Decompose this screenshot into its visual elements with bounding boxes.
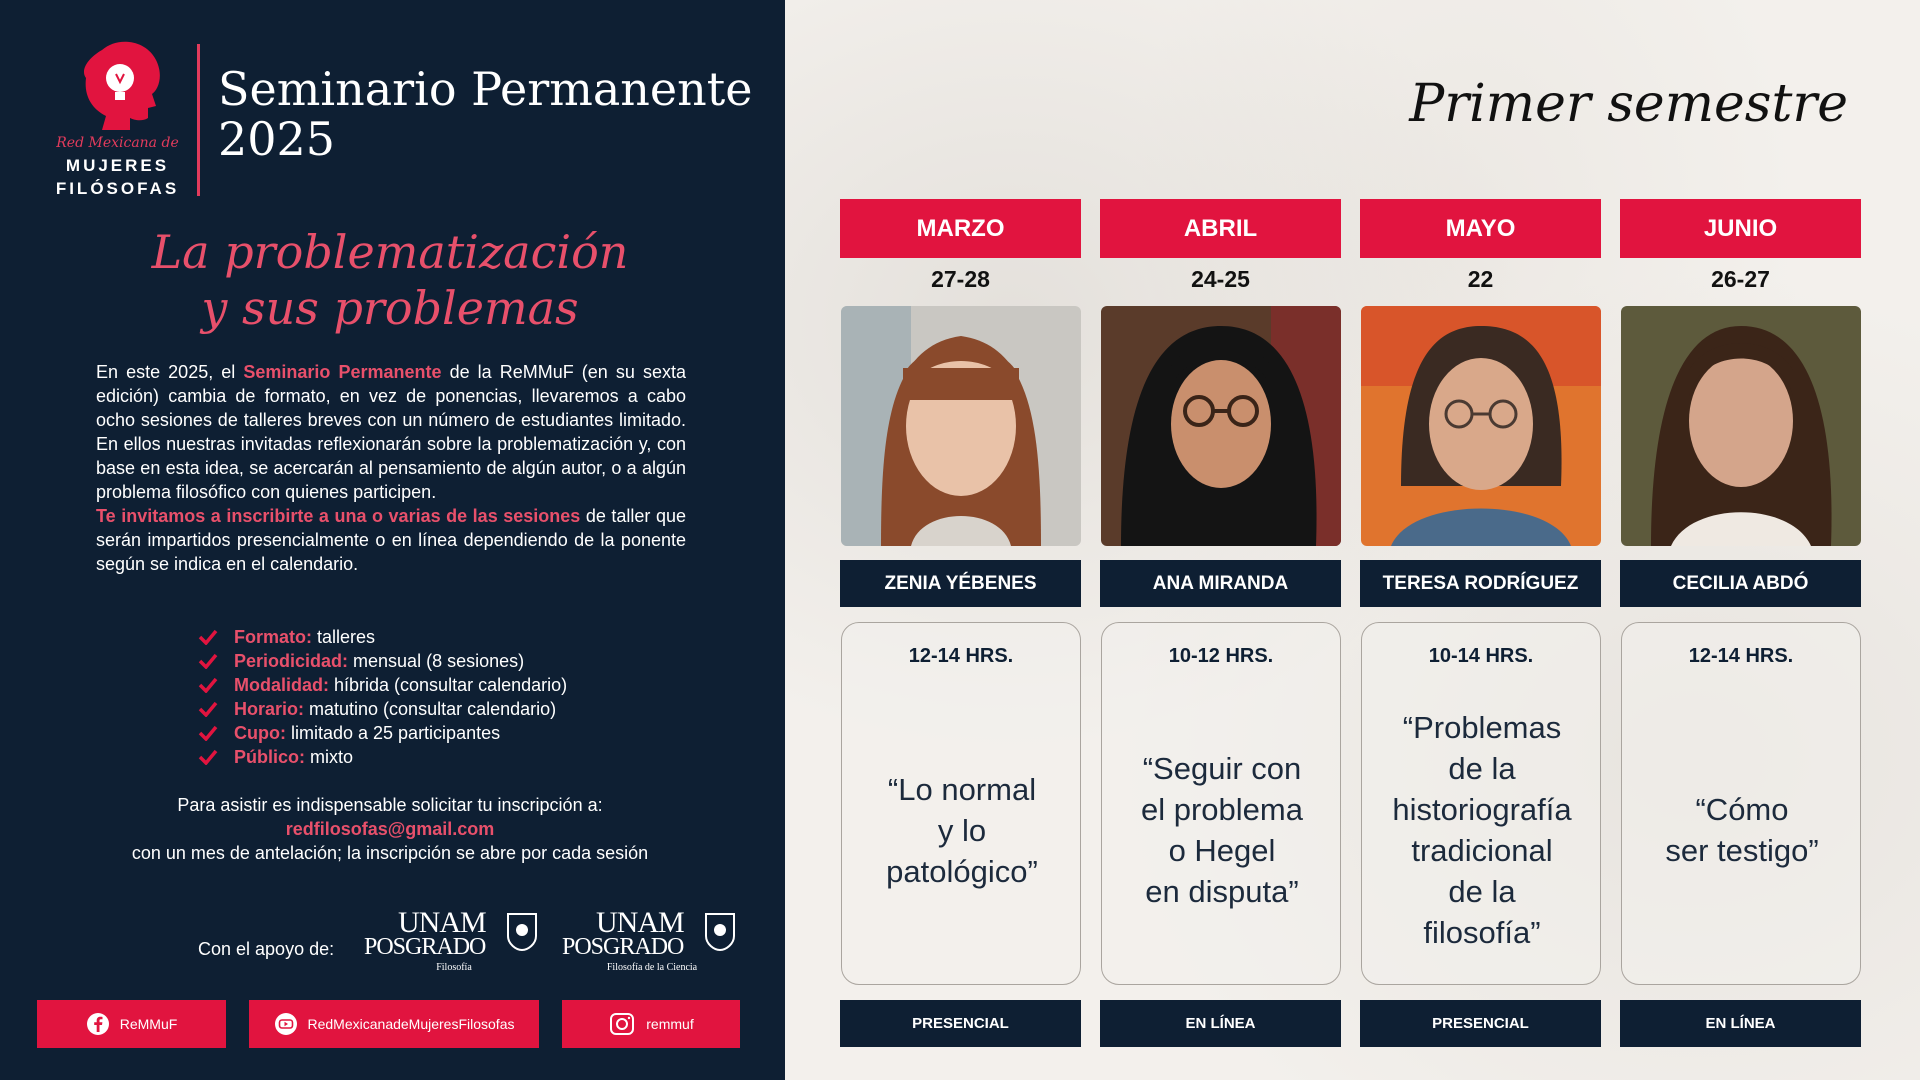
facebook-handle: ReMMuF	[119, 1016, 178, 1032]
speaker-photo	[1621, 306, 1861, 546]
feature-item	[198, 745, 668, 769]
session-column-marzo	[840, 0, 1081, 1080]
session-date: 24-25	[1191, 266, 1250, 292]
semester-title: Primer semestre	[1409, 74, 1848, 134]
session-card	[1621, 622, 1861, 985]
title-line-1: Seminario Permanente	[218, 62, 753, 116]
feature-item	[198, 721, 668, 745]
unam-seal-icon	[702, 912, 738, 952]
feature-label: Público:	[234, 747, 305, 767]
check-icon	[198, 701, 218, 717]
logo-word-unam: UNAM	[398, 906, 486, 939]
youtube-link[interactable]	[249, 1000, 539, 1048]
logo-word-mujeres: MUJERES	[65, 156, 170, 175]
month-header: MARZO	[840, 199, 1081, 258]
desc-p2-end: de taller que serán impartidos presencialmente o en línea dependiendo de la ponente según se indica en el calendario.	[96, 506, 686, 574]
features-list	[198, 625, 668, 769]
speaker-portrait-icon	[1361, 306, 1601, 546]
feature-label: Formato:	[234, 627, 312, 647]
registration-line-1: Para asistir es indispensable solicitar tu inscripción a:	[177, 795, 603, 815]
logo-word-filosofas: FILÓSOFAS	[55, 179, 180, 198]
feature-label: Cupo:	[234, 723, 286, 743]
registration-line-3: con un mes de antelación; la inscripción se abre por cada sesión	[131, 843, 649, 863]
logo-divider	[197, 44, 200, 196]
check-icon	[198, 629, 218, 645]
session-mode-badge: PRESENCIAL	[840, 1000, 1081, 1047]
youtube-handle: RedMexicanadeMujeresFilosofas	[307, 1016, 515, 1032]
description-text	[96, 360, 686, 576]
session-column-abril	[1100, 0, 1341, 1080]
logo-subtitle: Filosofía	[436, 962, 472, 973]
session-date: 26-27	[1711, 266, 1770, 292]
session-time: 10-14 HRS.	[1428, 645, 1534, 667]
session-mode-badge: PRESENCIAL	[1360, 1000, 1601, 1047]
speaker-name: ANA MIRANDA	[1100, 560, 1341, 607]
session-topic: “Lo normal y lo patológico”	[886, 771, 1038, 889]
unam-seal-icon	[504, 912, 540, 952]
title-line-2: 2025	[218, 112, 336, 166]
session-card	[1361, 622, 1601, 985]
desc-p2-highlight: Te invitamos a inscribirte a una o varias de las sesiones	[96, 506, 581, 526]
logo-word-unam: UNAM	[596, 906, 684, 939]
session-card	[841, 622, 1081, 985]
info-panel	[0, 0, 785, 1080]
calendar-panel	[785, 0, 1920, 1080]
speaker-portrait-icon	[841, 306, 1081, 546]
check-icon	[198, 653, 218, 669]
desc-p1-start: En este 2025, el	[96, 362, 244, 382]
session-mode-badge: EN LÍNEA	[1620, 1000, 1861, 1047]
check-icon	[198, 677, 218, 693]
session-column-mayo	[1360, 0, 1601, 1080]
session-time: 10-12 HRS.	[1168, 645, 1274, 667]
speaker-photo	[1101, 306, 1341, 546]
logo-word-posgrado: POSGRADO	[562, 934, 684, 960]
support-label: Con el apoyo de:	[198, 939, 335, 959]
speaker-photo	[1361, 306, 1601, 546]
session-mode-badge: EN LÍNEA	[1100, 1000, 1341, 1047]
feature-value: mixto	[305, 747, 354, 767]
speaker-name: ZENIA YÉBENES	[840, 560, 1081, 607]
logo-word-posgrado: POSGRADO	[364, 934, 486, 960]
check-icon	[198, 749, 218, 765]
feature-label: Periodicidad:	[234, 651, 349, 671]
feature-value: matutino (consultar calendario)	[304, 699, 557, 719]
remmuf-logo-icon	[72, 36, 168, 132]
session-card	[1101, 622, 1341, 985]
feature-value: limitado a 25 participantes	[285, 723, 501, 743]
logo-subtitle: Filosofía de la Ciencia	[606, 962, 698, 973]
feature-item	[198, 697, 668, 721]
feature-item	[198, 649, 668, 673]
session-column-junio	[1620, 0, 1861, 1080]
session-date: 22	[1467, 266, 1494, 292]
session-time: 12-14 HRS.	[908, 645, 1014, 667]
instagram-icon	[608, 1012, 636, 1036]
speaker-name: CECILIA ABDÓ	[1620, 560, 1861, 607]
month-header: JUNIO	[1620, 199, 1861, 258]
check-icon	[198, 725, 218, 741]
desc-p1-end: de la ReMMuF (en su sexta edición) cambia de formato, en vez de ponencias, llevaremos a cabo ocho sesiones de talleres breves con un número de estudiantes limitado. En ellos nuestras invitadas reflexionarán sobre la problematización y, con base en esta idea, se acercarán al pensamiento de algún autor, o a algún problema filosófico con quienes participen.	[96, 362, 686, 502]
instagram-link[interactable]	[562, 1000, 740, 1048]
feature-item	[198, 673, 668, 697]
facebook-icon	[86, 1012, 110, 1036]
feature-label: Horario:	[234, 699, 305, 719]
instagram-handle: remmuf	[646, 1016, 694, 1032]
feature-value: mensual (8 sesiones)	[348, 651, 525, 671]
subtitle-line-2: y sus problemas	[201, 281, 579, 335]
subtitle-line-1: La problematización	[151, 225, 629, 279]
registration-info	[80, 793, 700, 865]
feature-value: híbrida (consultar calendario)	[329, 675, 568, 695]
seminar-subtitle	[100, 224, 680, 336]
session-date: 27-28	[931, 266, 990, 292]
session-time: 12-14 HRS.	[1688, 645, 1794, 667]
speaker-portrait-icon	[1621, 306, 1861, 546]
session-topic: “Cómo ser testigo”	[1665, 792, 1819, 868]
registration-email-link[interactable]: redfilosofas@gmail.com	[285, 819, 495, 839]
feature-item	[198, 625, 668, 649]
feature-value: talleres	[312, 627, 376, 647]
facebook-link[interactable]	[37, 1000, 226, 1048]
speaker-photo	[841, 306, 1081, 546]
speaker-portrait-icon	[1101, 306, 1341, 546]
speaker-name: TERESA RODRÍGUEZ	[1360, 560, 1601, 607]
youtube-icon	[274, 1012, 298, 1036]
month-header: MAYO	[1360, 199, 1601, 258]
desc-p1-highlight: Seminario Permanente	[243, 362, 442, 382]
session-topic: “Problemas de la historiografía tradicional de la filosofía”	[1392, 710, 1572, 950]
logo-caption: Red Mexicana de	[56, 135, 179, 151]
unam-posgrado-filosofia-ciencia-logo	[562, 906, 742, 980]
page-title	[218, 64, 778, 164]
feature-label: Modalidad:	[234, 675, 329, 695]
month-header: ABRIL	[1100, 199, 1341, 258]
unam-posgrado-filosofia-logo	[364, 906, 544, 980]
session-topic: “Seguir con el problema o Hegel en disputa”	[1141, 751, 1303, 909]
